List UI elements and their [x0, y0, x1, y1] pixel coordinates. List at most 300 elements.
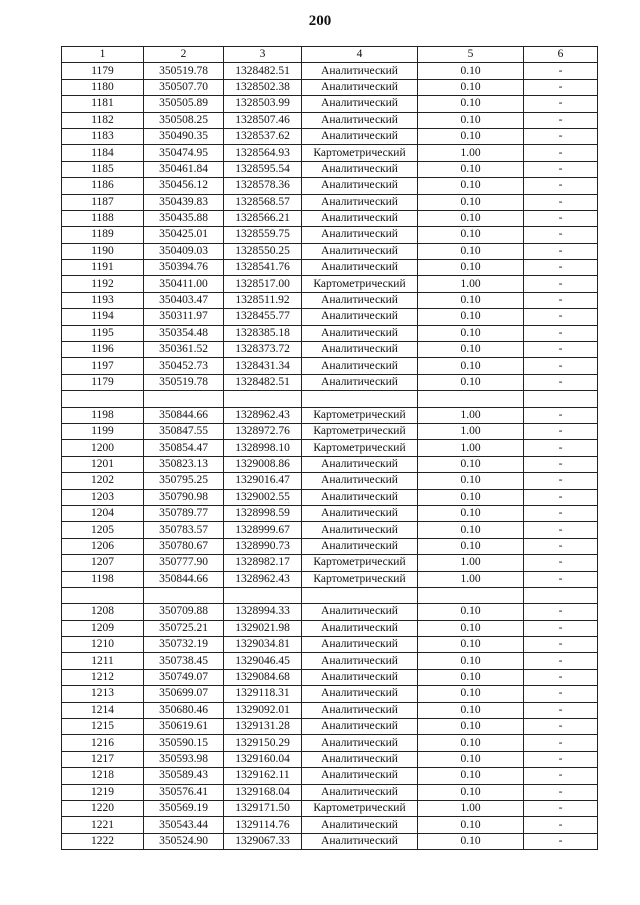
cell-description: -	[524, 538, 598, 554]
cell-description: -	[524, 505, 598, 521]
cell-point-number: 1187	[62, 194, 144, 210]
cell-point-number: 1194	[62, 309, 144, 325]
cell-y: 1329162.11	[224, 768, 302, 784]
cell-description: -	[524, 309, 598, 325]
cell-point-number: 1218	[62, 768, 144, 784]
cell-method: Аналитический	[302, 456, 418, 472]
cell-x: 350490.35	[144, 128, 224, 144]
cell-point-number: 1179	[62, 374, 144, 390]
cell-method: Аналитический	[302, 260, 418, 276]
cell-point-number: 1199	[62, 423, 144, 439]
cell-y: 1328595.54	[224, 161, 302, 177]
cell-x: 350709.88	[144, 604, 224, 620]
cell-y: 1328482.51	[224, 63, 302, 79]
table-row	[62, 751, 598, 767]
cell-accuracy: 0.10	[418, 751, 524, 767]
table-row	[62, 604, 598, 620]
cell-x: 350847.55	[144, 423, 224, 439]
cell-accuracy: 0.10	[418, 309, 524, 325]
cell-point-number: 1210	[62, 637, 144, 653]
cell-accuracy: 1.00	[418, 145, 524, 161]
cell-accuracy: 0.10	[418, 489, 524, 505]
cell-description: -	[524, 243, 598, 259]
table-row	[62, 440, 598, 456]
table-row	[62, 96, 598, 112]
cell-method: Аналитический	[302, 112, 418, 128]
cell-description: -	[524, 555, 598, 571]
cell-x: 350593.98	[144, 751, 224, 767]
table-row	[62, 243, 598, 259]
cell-point-number: 1189	[62, 227, 144, 243]
cell-method: Аналитический	[302, 325, 418, 341]
table-row	[62, 784, 598, 800]
cell-point-number: 1193	[62, 292, 144, 308]
cell-x: 350777.90	[144, 555, 224, 571]
table-row	[62, 555, 598, 571]
cell-y: 1329046.45	[224, 653, 302, 669]
cell-method: Аналитический	[302, 178, 418, 194]
cell-accuracy: 1.00	[418, 571, 524, 587]
cell-method: Аналитический	[302, 194, 418, 210]
cell-description: -	[524, 194, 598, 210]
cell-x: 350394.76	[144, 260, 224, 276]
cell-method: Аналитический	[302, 342, 418, 358]
cell-method: Картометрический	[302, 800, 418, 816]
cell-point-number: 1184	[62, 145, 144, 161]
cell-x: 350439.83	[144, 194, 224, 210]
table-row	[62, 702, 598, 718]
column-header-point-number: 1	[62, 47, 144, 63]
cell-accuracy: 0.10	[418, 653, 524, 669]
cell-x: 350519.78	[144, 63, 224, 79]
cell-method: Аналитический	[302, 735, 418, 751]
cell-method: Аналитический	[302, 227, 418, 243]
cell-point-number: 1191	[62, 260, 144, 276]
cell-x: 350738.45	[144, 653, 224, 669]
cell-method: Аналитический	[302, 784, 418, 800]
cell-point-number: 1198	[62, 571, 144, 587]
table-row	[62, 194, 598, 210]
cell-point-number: 1188	[62, 210, 144, 226]
cell-method: Аналитический	[302, 538, 418, 554]
cell-y: 1328507.46	[224, 112, 302, 128]
cell-accuracy: 1.00	[418, 276, 524, 292]
cell-y: 1328431.34	[224, 358, 302, 374]
cell-y: 1328550.25	[224, 243, 302, 259]
table-row	[62, 79, 598, 95]
cell-y: 1329114.76	[224, 817, 302, 833]
cell-x: 350619.61	[144, 719, 224, 735]
cell-point-number: 1196	[62, 342, 144, 358]
cell-method	[302, 587, 418, 603]
cell-description: -	[524, 342, 598, 358]
cell-point-number: 1214	[62, 702, 144, 718]
cell-description: -	[524, 489, 598, 505]
table-row	[62, 456, 598, 472]
cell-method: Аналитический	[302, 473, 418, 489]
cell-accuracy: 0.10	[418, 473, 524, 489]
cell-accuracy: 0.10	[418, 669, 524, 685]
table-row	[62, 407, 598, 423]
cell-x: 350790.98	[144, 489, 224, 505]
cell-point-number: 1211	[62, 653, 144, 669]
table-row	[62, 342, 598, 358]
cell-description: -	[524, 145, 598, 161]
cell-accuracy: 0.10	[418, 194, 524, 210]
cell-method: Аналитический	[302, 653, 418, 669]
cell-method: Аналитический	[302, 604, 418, 620]
cell-accuracy: 0.10	[418, 292, 524, 308]
column-header-accuracy: 5	[418, 47, 524, 63]
cell-description: -	[524, 358, 598, 374]
cell-point-number: 1181	[62, 96, 144, 112]
cell-accuracy: 0.10	[418, 342, 524, 358]
table-row	[62, 260, 598, 276]
cell-y: 1328972.76	[224, 423, 302, 439]
cell-x	[144, 587, 224, 603]
cell-point-number: 1221	[62, 817, 144, 833]
cell-description: -	[524, 735, 598, 751]
header-row	[62, 47, 598, 63]
cell-y: 1328559.75	[224, 227, 302, 243]
coordinates-table	[61, 46, 598, 850]
table-row	[62, 391, 598, 407]
cell-point-number: 1182	[62, 112, 144, 128]
cell-description: -	[524, 423, 598, 439]
cell-accuracy: 0.10	[418, 637, 524, 653]
cell-point-number: 1222	[62, 833, 144, 849]
cell-x: 350732.19	[144, 637, 224, 653]
cell-accuracy: 0.10	[418, 817, 524, 833]
cell-method: Аналитический	[302, 309, 418, 325]
table-row	[62, 178, 598, 194]
cell-description: -	[524, 686, 598, 702]
cell-description: -	[524, 178, 598, 194]
cell-x: 350576.41	[144, 784, 224, 800]
column-header-x: 2	[144, 47, 224, 63]
cell-method: Аналитический	[302, 161, 418, 177]
cell-point-number: 1220	[62, 800, 144, 816]
cell-method: Аналитический	[302, 768, 418, 784]
cell-description: -	[524, 571, 598, 587]
cell-accuracy: 0.10	[418, 735, 524, 751]
cell-point-number: 1185	[62, 161, 144, 177]
cell-point-number: 1201	[62, 456, 144, 472]
cell-x	[144, 391, 224, 407]
cell-x: 350505.89	[144, 96, 224, 112]
cell-point-number: 1212	[62, 669, 144, 685]
cell-y: 1328482.51	[224, 374, 302, 390]
cell-accuracy: 0.10	[418, 63, 524, 79]
table-row	[62, 833, 598, 849]
cell-description: -	[524, 374, 598, 390]
cell-description	[524, 391, 598, 407]
cell-y: 1329118.31	[224, 686, 302, 702]
cell-point-number: 1200	[62, 440, 144, 456]
cell-description: -	[524, 276, 598, 292]
cell-accuracy: 0.10	[418, 719, 524, 735]
cell-x: 350844.66	[144, 407, 224, 423]
cell-y: 1328511.92	[224, 292, 302, 308]
cell-x: 350425.01	[144, 227, 224, 243]
cell-accuracy: 0.10	[418, 178, 524, 194]
cell-method: Аналитический	[302, 637, 418, 653]
cell-accuracy: 0.10	[418, 456, 524, 472]
table-header	[62, 47, 598, 63]
cell-accuracy: 0.10	[418, 604, 524, 620]
cell-description	[524, 587, 598, 603]
cell-x: 350461.84	[144, 161, 224, 177]
cell-y: 1329092.01	[224, 702, 302, 718]
cell-x: 350403.47	[144, 292, 224, 308]
cell-accuracy: 0.10	[418, 325, 524, 341]
cell-accuracy: 0.10	[418, 161, 524, 177]
cell-accuracy: 0.10	[418, 210, 524, 226]
cell-accuracy: 0.10	[418, 505, 524, 521]
cell-method: Аналитический	[302, 63, 418, 79]
cell-method: Аналитический	[302, 505, 418, 521]
cell-method: Аналитический	[302, 96, 418, 112]
table-row	[62, 505, 598, 521]
cell-description: -	[524, 128, 598, 144]
cell-method: Аналитический	[302, 292, 418, 308]
cell-point-number: 1183	[62, 128, 144, 144]
cell-point-number: 1192	[62, 276, 144, 292]
cell-y: 1328455.77	[224, 309, 302, 325]
table-row	[62, 374, 598, 390]
cell-y: 1328385.18	[224, 325, 302, 341]
cell-point-number: 1216	[62, 735, 144, 751]
cell-description: -	[524, 768, 598, 784]
cell-y: 1328373.72	[224, 342, 302, 358]
cell-method: Аналитический	[302, 210, 418, 226]
cell-x: 350409.03	[144, 243, 224, 259]
cell-method: Аналитический	[302, 702, 418, 718]
table-row	[62, 161, 598, 177]
cell-method: Картометрический	[302, 423, 418, 439]
cell-description: -	[524, 719, 598, 735]
cell-x: 350411.00	[144, 276, 224, 292]
cell-point-number: 1179	[62, 63, 144, 79]
table-row	[62, 719, 598, 735]
cell-method: Аналитический	[302, 243, 418, 259]
cell-method: Аналитический	[302, 128, 418, 144]
cell-y: 1329008.86	[224, 456, 302, 472]
cell-x: 350823.13	[144, 456, 224, 472]
cell-y: 1329168.04	[224, 784, 302, 800]
table-row	[62, 800, 598, 816]
cell-y	[224, 391, 302, 407]
cell-description: -	[524, 800, 598, 816]
cell-y: 1328962.43	[224, 407, 302, 423]
table-row	[62, 210, 598, 226]
cell-method: Аналитический	[302, 522, 418, 538]
cell-accuracy: 1.00	[418, 423, 524, 439]
cell-y: 1329084.68	[224, 669, 302, 685]
cell-method: Аналитический	[302, 686, 418, 702]
cell-y: 1329171.50	[224, 800, 302, 816]
cell-description: -	[524, 702, 598, 718]
cell-description: -	[524, 669, 598, 685]
cell-y: 1328541.76	[224, 260, 302, 276]
table-row	[62, 489, 598, 505]
cell-method: Аналитический	[302, 751, 418, 767]
cell-y: 1328502.38	[224, 79, 302, 95]
cell-method: Картометрический	[302, 145, 418, 161]
cell-y: 1328564.93	[224, 145, 302, 161]
cell-y: 1328990.73	[224, 538, 302, 554]
cell-point-number: 1195	[62, 325, 144, 341]
cell-point-number: 1198	[62, 407, 144, 423]
cell-description: -	[524, 112, 598, 128]
cell-accuracy: 0.10	[418, 112, 524, 128]
cell-method: Аналитический	[302, 719, 418, 735]
cell-method: Картометрический	[302, 407, 418, 423]
cell-point-number: 1209	[62, 620, 144, 636]
cell-accuracy: 0.10	[418, 79, 524, 95]
cell-point-number: 1203	[62, 489, 144, 505]
cell-y: 1329160.04	[224, 751, 302, 767]
cell-x: 350507.70	[144, 79, 224, 95]
cell-x: 350590.15	[144, 735, 224, 751]
table-row	[62, 522, 598, 538]
cell-method: Картометрический	[302, 440, 418, 456]
table-row	[62, 276, 598, 292]
cell-y: 1328517.00	[224, 276, 302, 292]
cell-description: -	[524, 522, 598, 538]
table-row	[62, 112, 598, 128]
cell-method: Аналитический	[302, 358, 418, 374]
cell-y: 1328537.62	[224, 128, 302, 144]
table-row	[62, 768, 598, 784]
cell-y: 1328962.43	[224, 571, 302, 587]
column-header-method: 4	[302, 47, 418, 63]
cell-y: 1328994.33	[224, 604, 302, 620]
cell-description: -	[524, 227, 598, 243]
table-row	[62, 309, 598, 325]
cell-x: 350780.67	[144, 538, 224, 554]
table-row	[62, 686, 598, 702]
table-row	[62, 620, 598, 636]
cell-method: Картометрический	[302, 571, 418, 587]
cell-method: Аналитический	[302, 833, 418, 849]
cell-description: -	[524, 751, 598, 767]
table-row	[62, 669, 598, 685]
cell-y: 1329034.81	[224, 637, 302, 653]
cell-accuracy: 0.10	[418, 374, 524, 390]
cell-x: 350519.78	[144, 374, 224, 390]
cell-description: -	[524, 79, 598, 95]
table-row	[62, 538, 598, 554]
cell-x: 350435.88	[144, 210, 224, 226]
cell-y: 1328566.21	[224, 210, 302, 226]
table-row	[62, 817, 598, 833]
cell-accuracy	[418, 587, 524, 603]
cell-point-number: 1205	[62, 522, 144, 538]
cell-description: -	[524, 96, 598, 112]
cell-y	[224, 587, 302, 603]
cell-accuracy: 1.00	[418, 555, 524, 571]
cell-x: 350749.07	[144, 669, 224, 685]
cell-x: 350361.52	[144, 342, 224, 358]
cell-y: 1329131.28	[224, 719, 302, 735]
cell-point-number	[62, 391, 144, 407]
cell-point-number: 1180	[62, 79, 144, 95]
cell-method: Картометрический	[302, 276, 418, 292]
cell-method: Аналитический	[302, 620, 418, 636]
cell-x: 350354.48	[144, 325, 224, 341]
cell-y: 1328578.36	[224, 178, 302, 194]
cell-x: 350680.46	[144, 702, 224, 718]
cell-description: -	[524, 637, 598, 653]
table-row	[62, 735, 598, 751]
cell-accuracy: 0.10	[418, 358, 524, 374]
column-header-description: 6	[524, 47, 598, 63]
cell-accuracy: 0.10	[418, 128, 524, 144]
cell-accuracy	[418, 391, 524, 407]
column-header-y: 3	[224, 47, 302, 63]
table-row	[62, 145, 598, 161]
cell-description: -	[524, 456, 598, 472]
cell-accuracy: 0.10	[418, 768, 524, 784]
cell-description: -	[524, 260, 598, 276]
cell-method: Аналитический	[302, 489, 418, 505]
cell-x: 350311.97	[144, 309, 224, 325]
cell-x: 350524.90	[144, 833, 224, 849]
cell-description: -	[524, 161, 598, 177]
cell-point-number: 1197	[62, 358, 144, 374]
cell-y: 1328998.59	[224, 505, 302, 521]
cell-accuracy: 0.10	[418, 243, 524, 259]
cell-description: -	[524, 833, 598, 849]
cell-x: 350789.77	[144, 505, 224, 521]
cell-accuracy: 0.10	[418, 522, 524, 538]
cell-accuracy: 0.10	[418, 96, 524, 112]
cell-y: 1328999.67	[224, 522, 302, 538]
cell-description: -	[524, 407, 598, 423]
cell-method: Картометрический	[302, 555, 418, 571]
cell-x: 350452.73	[144, 358, 224, 374]
cell-accuracy: 0.10	[418, 686, 524, 702]
cell-accuracy: 0.10	[418, 538, 524, 554]
cell-description: -	[524, 653, 598, 669]
cell-y: 1329067.33	[224, 833, 302, 849]
cell-y: 1329016.47	[224, 473, 302, 489]
cell-x: 350795.25	[144, 473, 224, 489]
cell-description: -	[524, 292, 598, 308]
cell-description: -	[524, 210, 598, 226]
cell-x: 350508.25	[144, 112, 224, 128]
cell-accuracy: 1.00	[418, 800, 524, 816]
cell-point-number: 1206	[62, 538, 144, 554]
cell-method: Аналитический	[302, 817, 418, 833]
cell-description: -	[524, 784, 598, 800]
cell-point-number: 1219	[62, 784, 144, 800]
table-row	[62, 587, 598, 603]
cell-point-number: 1204	[62, 505, 144, 521]
cell-x: 350725.21	[144, 620, 224, 636]
cell-point-number: 1207	[62, 555, 144, 571]
cell-description: -	[524, 604, 598, 620]
cell-point-number	[62, 587, 144, 603]
table-row	[62, 473, 598, 489]
cell-method: Аналитический	[302, 374, 418, 390]
cell-accuracy: 0.10	[418, 260, 524, 276]
table-body	[62, 63, 598, 850]
cell-accuracy: 1.00	[418, 407, 524, 423]
table-row	[62, 227, 598, 243]
cell-y: 1328503.99	[224, 96, 302, 112]
